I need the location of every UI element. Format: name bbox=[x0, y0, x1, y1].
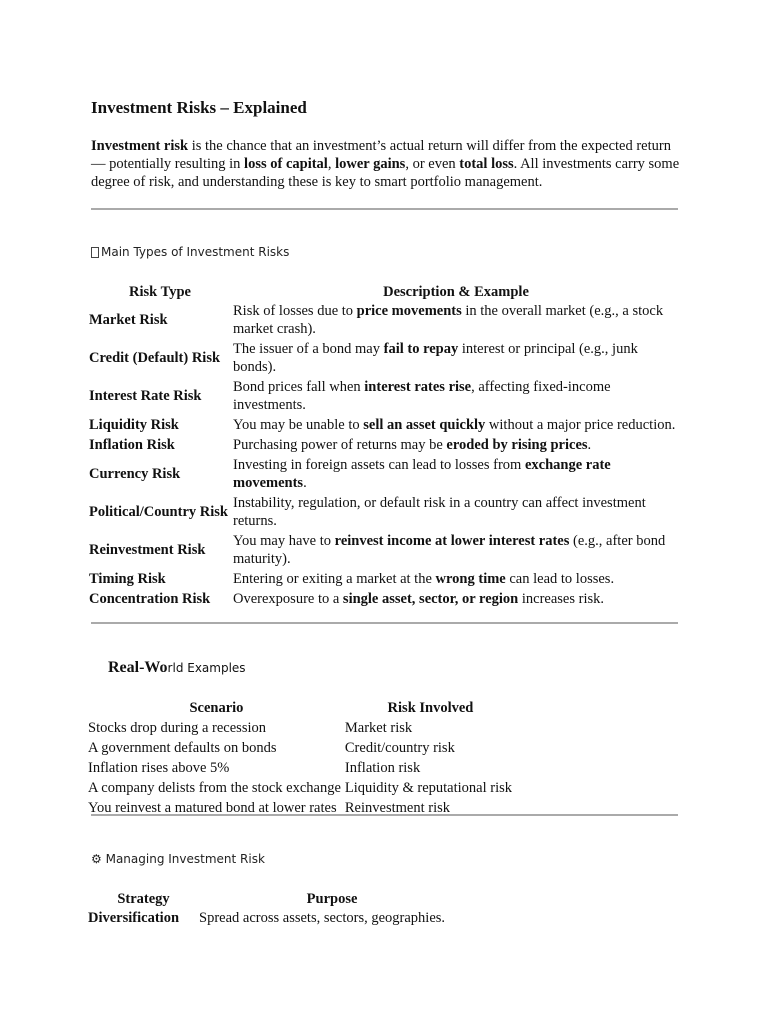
text-run: Entering or exiting a market at the bbox=[233, 571, 436, 587]
text-run: (e.g., after bond maturity). bbox=[233, 533, 666, 567]
column-header-risk-type: Risk Type bbox=[129, 284, 191, 300]
text-run: Instability, regulation, or default risk in a country can affect investment returns. bbox=[233, 495, 646, 529]
table-cell: Diversification bbox=[88, 910, 180, 926]
table-cell: You reinvest a matured bond at lower rates bbox=[88, 800, 337, 816]
emphasis-text: loss of capital bbox=[244, 156, 328, 172]
table-cell: A government defaults on bonds bbox=[88, 740, 277, 756]
risk-type-cell: Political/Country Risk bbox=[89, 504, 228, 520]
table-row bbox=[89, 589, 681, 609]
text-run: You may be unable to bbox=[233, 417, 364, 433]
text-run: Bond prices fall when bbox=[233, 379, 365, 395]
column-header-scenario: Scenario bbox=[189, 700, 244, 716]
emphasis-text: reinvest income at lower interest rates bbox=[334, 533, 570, 549]
divider bbox=[91, 208, 678, 210]
text-run: Risk of losses due to bbox=[233, 303, 357, 319]
table-row bbox=[89, 339, 681, 377]
table-row bbox=[89, 493, 681, 531]
description-cell bbox=[231, 301, 681, 339]
text-run: . bbox=[587, 437, 592, 453]
emphasis-text: wrong time bbox=[435, 571, 506, 587]
divider bbox=[91, 622, 678, 624]
text-run: in the overall market (e.g., a stock market crash). bbox=[233, 303, 664, 337]
risk-type-cell: Liquidity Risk bbox=[89, 417, 179, 433]
table-cell: Inflation rises above 5% bbox=[88, 760, 230, 776]
table-cell: Inflation risk bbox=[344, 760, 421, 776]
risk-type-cell: Concentration Risk bbox=[89, 591, 211, 607]
text-run: interest or principal (e.g., junk bonds). bbox=[233, 341, 638, 375]
text-run: Investing in foreign assets can lead to losses from bbox=[233, 457, 525, 473]
table-row bbox=[89, 435, 681, 455]
column-header-description: Description & Example bbox=[383, 284, 529, 300]
text-run: Purchasing power of returns may be bbox=[233, 437, 447, 453]
section-heading-managing bbox=[91, 852, 265, 866]
table-cell: Stocks drop during a recession bbox=[88, 720, 266, 736]
text-run: increases risk. bbox=[518, 591, 605, 607]
section-heading-label: Main Types of Investment Risks bbox=[101, 245, 290, 259]
text-run: , bbox=[327, 156, 336, 172]
description-cell bbox=[231, 455, 681, 493]
missing-glyph-box-icon bbox=[91, 247, 99, 258]
column-header-purpose: Purpose bbox=[306, 891, 358, 907]
emphasis-text: price movements bbox=[356, 303, 462, 319]
emphasis-text: total loss bbox=[459, 156, 514, 172]
intro-paragraph bbox=[91, 137, 681, 191]
table-row bbox=[88, 758, 516, 778]
table-cell: A company delists from the stock exchange bbox=[88, 780, 341, 796]
section-heading-label: Managing Investment Risk bbox=[105, 852, 265, 866]
text-run: . All investments carry some degree of risk, and understanding these is key to smart portfolio management. bbox=[91, 156, 680, 190]
risk-types-table bbox=[89, 283, 681, 609]
examples-table bbox=[88, 699, 516, 818]
table-row bbox=[89, 377, 681, 415]
table-row bbox=[88, 738, 516, 758]
emphasis-text: fail to repay bbox=[383, 341, 459, 357]
strategies-table bbox=[88, 890, 465, 928]
text-run: You may have to bbox=[233, 533, 335, 549]
table-row bbox=[89, 415, 681, 435]
page-title: Investment Risks – Explained bbox=[91, 98, 307, 117]
table-row bbox=[89, 531, 681, 569]
description-cell bbox=[231, 569, 681, 589]
emphasis-text: Investment risk bbox=[91, 138, 189, 154]
emphasis-text: sell an asset quickly bbox=[363, 417, 486, 433]
description-cell bbox=[231, 377, 681, 415]
description-cell bbox=[231, 339, 681, 377]
text-run: , affecting fixed-income investments. bbox=[233, 379, 611, 413]
table-row bbox=[88, 718, 516, 738]
table-row bbox=[89, 569, 681, 589]
risk-type-cell: Interest Rate Risk bbox=[89, 388, 202, 404]
risk-type-cell: Credit (Default) Risk bbox=[89, 350, 221, 366]
emphasis-text: interest rates rise bbox=[364, 379, 472, 395]
description-cell bbox=[231, 493, 681, 531]
description-cell bbox=[231, 589, 681, 609]
text-run: , or even bbox=[405, 156, 460, 172]
emphasis-text: lower gains bbox=[335, 156, 406, 172]
section-heading-risk-types bbox=[91, 245, 289, 259]
description-cell bbox=[231, 435, 681, 455]
table-cell: Liquidity & reputational risk bbox=[344, 780, 513, 796]
risk-type-cell: Market Risk bbox=[89, 312, 168, 328]
table-cell: Market risk bbox=[344, 720, 413, 736]
table-row bbox=[89, 301, 681, 339]
risk-type-cell: Inflation Risk bbox=[89, 437, 175, 453]
risk-type-cell: Reinvestment Risk bbox=[89, 542, 206, 558]
emphasis-text: exchange rate movements bbox=[233, 457, 611, 491]
column-header-strategy: Strategy bbox=[117, 891, 170, 907]
text-run: Overexposure to a bbox=[233, 591, 343, 607]
section-heading-bold-part: Real-Wo bbox=[108, 659, 168, 676]
table-cell: Reinvestment risk bbox=[344, 800, 451, 816]
emphasis-text: eroded by rising prices bbox=[446, 437, 588, 453]
gear-icon: ⚙ bbox=[91, 852, 102, 866]
emphasis-text: single asset, sector, or region bbox=[342, 591, 519, 607]
text-run: is the chance that an investment’s actual return will differ from the expected return — potentially resulting in bbox=[91, 138, 671, 172]
table-row bbox=[88, 778, 516, 798]
description-cell bbox=[231, 531, 681, 569]
text-run: The issuer of a bond may bbox=[233, 341, 384, 357]
table-cell: Spread across assets, sectors, geographies. bbox=[199, 910, 446, 926]
text-run: can lead to losses. bbox=[505, 571, 615, 587]
table-row bbox=[89, 455, 681, 493]
text-run: without a major price reduction. bbox=[485, 417, 676, 433]
table-cell: Credit/country risk bbox=[344, 740, 455, 756]
text-run: . bbox=[303, 475, 307, 491]
risk-type-cell: Currency Risk bbox=[89, 466, 181, 482]
divider bbox=[91, 814, 678, 816]
table-row bbox=[88, 908, 465, 928]
description-cell bbox=[231, 415, 681, 435]
risk-type-cell: Timing Risk bbox=[89, 571, 166, 587]
section-heading-examples bbox=[108, 659, 246, 677]
column-header-risk-involved: Risk Involved bbox=[387, 700, 474, 716]
section-heading-rest: rld Examples bbox=[167, 661, 246, 675]
